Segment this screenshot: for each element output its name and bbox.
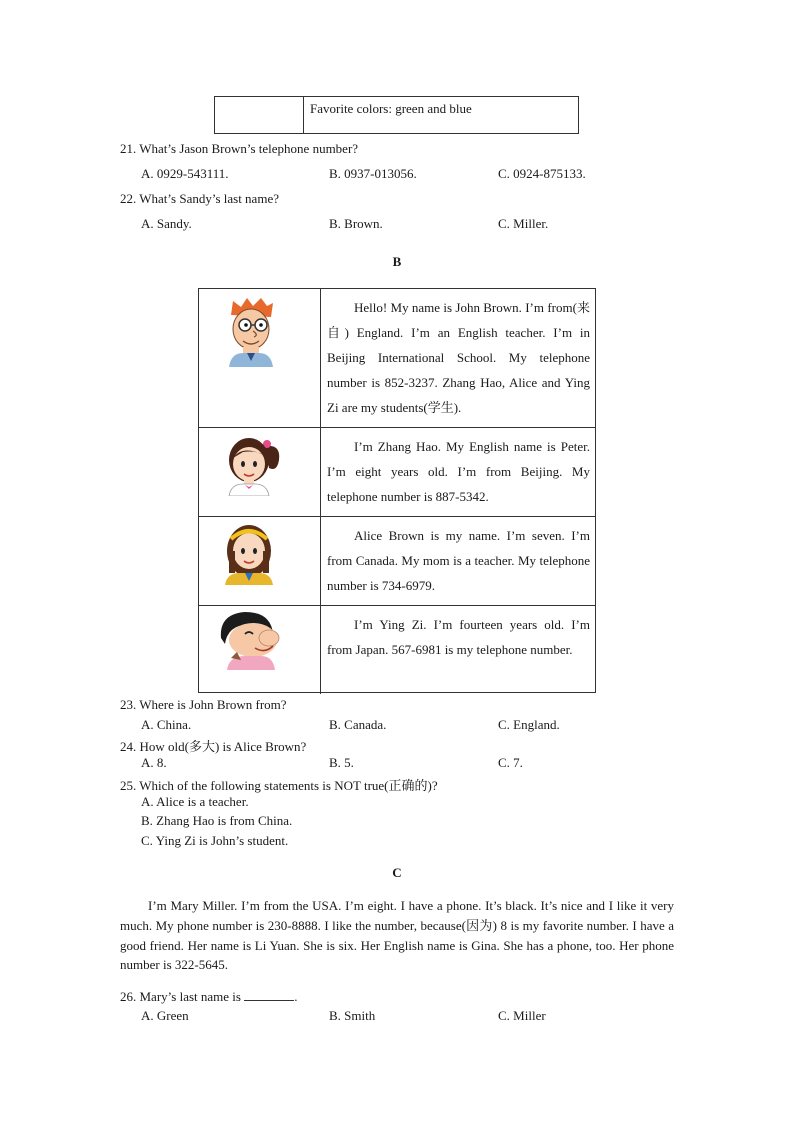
question-26 [120, 989, 297, 1005]
section-c-heading: C [392, 865, 402, 880]
q22-option-c: C. Miller. [498, 216, 549, 231]
section-b-heading: B [392, 254, 402, 269]
q24-option-b: B. 5. [329, 755, 354, 770]
top-table [214, 96, 579, 134]
q24-option-c: C. 7. [498, 755, 523, 770]
q25-option-c: C. Ying Zi is John’s student. [141, 833, 289, 848]
section-b-table [198, 288, 596, 693]
table-image-cell [199, 289, 321, 427]
answer-blank [244, 989, 294, 1001]
q22-option-a: A. Sandy. [141, 216, 192, 231]
ying-zi-text: I’m Ying Zi. I’m fourteen years old. I’m from Japan. 567-6981 is my telephone number. [327, 617, 590, 657]
john-brown-text: Hello! My name is John Brown. I’m from(来自) England. I’m an English teacher. I’m in Beijing International School. My telephone number is 852-3237. Zhang Hao, Alice and Ying Zi are my students(学生). [327, 300, 590, 415]
table-row [199, 605, 595, 694]
q26-end: . [294, 989, 298, 1004]
q23-option-c: C. England. [498, 717, 560, 732]
man-with-glasses-icon [225, 297, 281, 367]
girl-ponytail-icon [221, 434, 285, 496]
q26-option-a: A. Green [141, 1008, 189, 1023]
table-row [199, 516, 595, 605]
q25-option-a: A. Alice is a teacher. [141, 794, 249, 809]
table-image-cell [199, 517, 321, 605]
q22-option-b: B. Brown. [329, 216, 383, 231]
question-23: 23. Where is John Brown from? [120, 697, 287, 712]
question-25: 25. Which of the following statements is NOT true(正确的)? [120, 778, 438, 793]
q23-option-a: A. China. [141, 717, 192, 732]
table-image-cell [199, 428, 321, 516]
q21-option-b: B. 0937-013056. [329, 166, 417, 181]
top-table-cell: Favorite colors: green and blue [310, 101, 472, 116]
q26-text: 26. Mary’s last name is [120, 989, 241, 1004]
q26-option-b: B. Smith [329, 1008, 376, 1023]
question-24: 24. How old(多大) is Alice Brown? [120, 739, 307, 754]
q26-option-c: C. Miller [498, 1008, 546, 1023]
zhang-hao-text: I’m Zhang Hao. My English name is Peter. I’m eight years old. I’m from Beijing. My telephone number is 887-5342. [327, 439, 590, 504]
girl-headband-icon [221, 521, 279, 585]
girl-smiling-icon [215, 608, 285, 670]
q25-option-b: B. Zhang Hao is from China. [141, 813, 293, 828]
question-21: 21. What’s Jason Brown’s telephone number? [120, 141, 359, 156]
top-table-empty-cell [215, 97, 304, 133]
q24-option-a: A. 8. [141, 755, 167, 770]
question-22: 22. What’s Sandy’s last name? [120, 191, 279, 206]
q21-option-a: A. 0929-543111. [141, 166, 229, 181]
alice-brown-text: Alice Brown is my name. I’m seven. I’m from Canada. My mom is a teacher. My telephone number is 734-6979. [327, 528, 590, 593]
table-image-cell [199, 606, 321, 694]
table-row [199, 427, 595, 516]
q23-option-b: B. Canada. [329, 717, 387, 732]
q21-option-c: C. 0924-875133. [498, 166, 586, 181]
section-c-passage: I’m Mary Miller. I’m from the USA. I’m eight. I have a phone. It’s black. It’s nice and I like it very much. My phone number is 230-8888. I like the number, because(因为) 8 is my favorite number. I have a good friend. Her name is Li Yuan. She is six. Her English name is Gina. She has a phone, too. Her phone number is 322-5645. [120, 898, 674, 973]
table-row [199, 289, 595, 427]
